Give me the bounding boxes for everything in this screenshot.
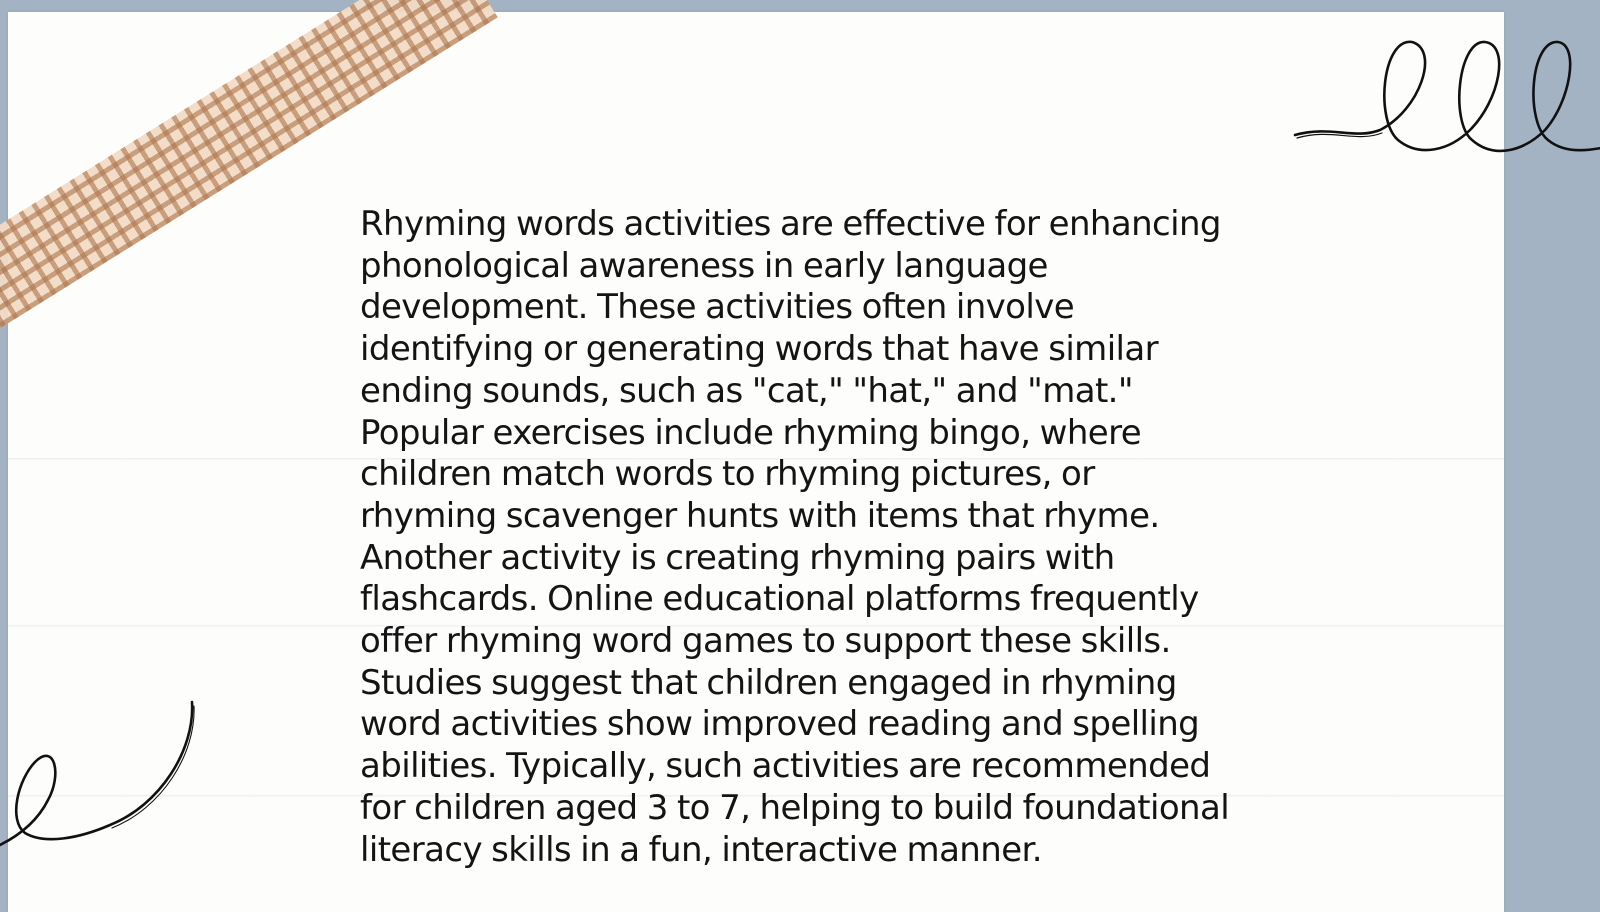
body-paragraph: Rhyming words activities are effective for enhancing phonological awareness in early language development. These activities often involve identifying or generating words that have similar ending sounds, such as "cat," "hat," and "mat." Popular exercises include rhyming bingo, where children match words to rhyming pictures, or rhyming scavenger hunts with items that rhyme. Another activity is creating rhyming pairs with flashcards. Online educational platforms frequently offer rhyming word games to support these skills. Studies suggest that children engaged in rhyming word activities show improved reading and spelling abilities. Typically, such activities are recommended for children aged 3 to 7, helping to build foundational literacy skills in a fun, interactive manner. [360, 204, 1230, 870]
loop-swoosh-icon [0, 700, 210, 870]
loop-squiggle-icon [1290, 30, 1600, 170]
